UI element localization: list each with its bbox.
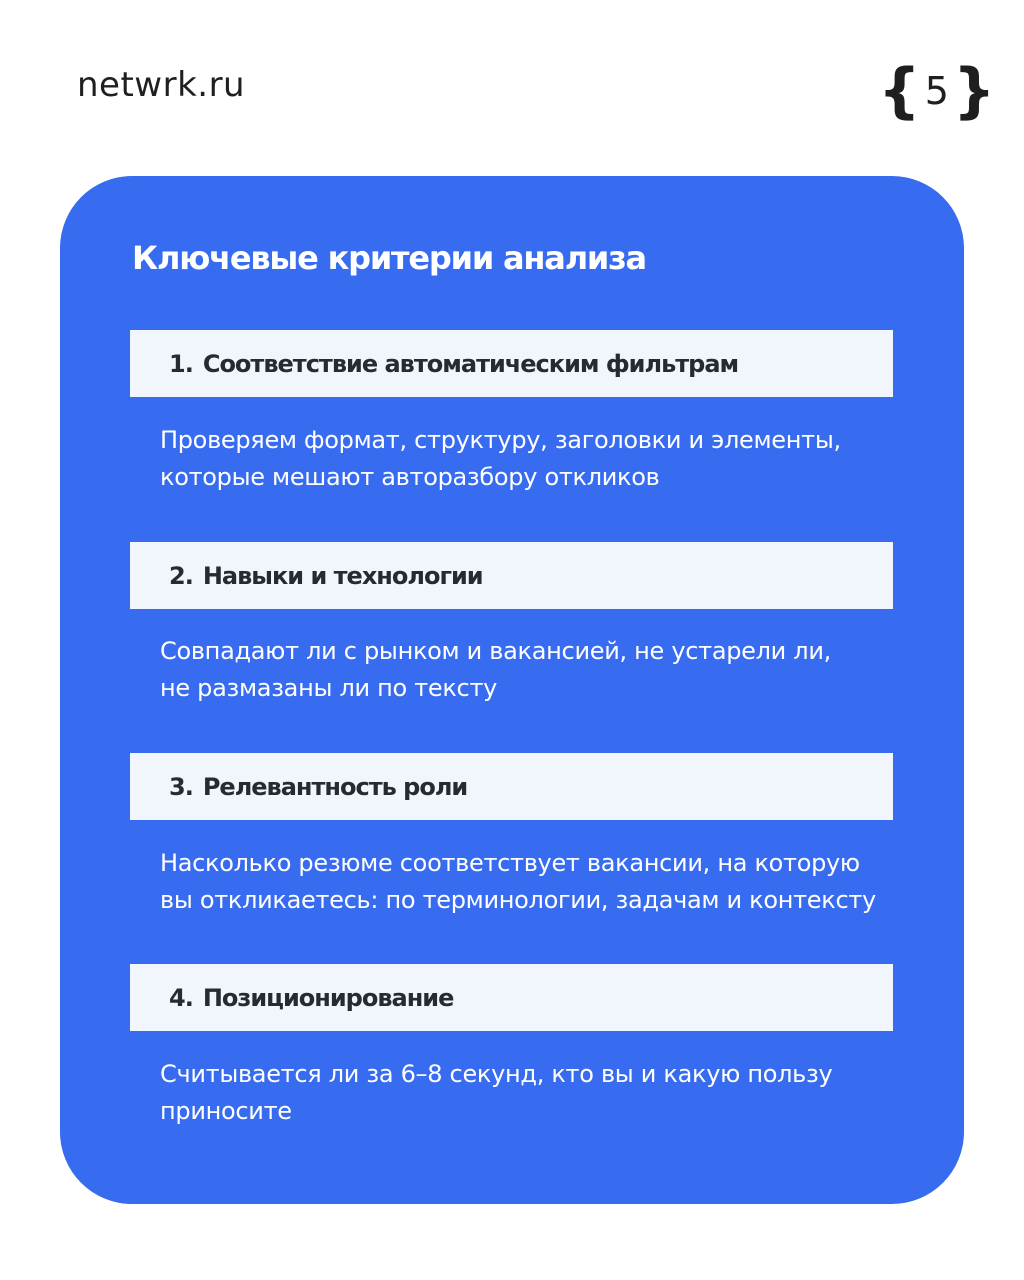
criteria-card [60, 176, 964, 1204]
criterion-header-3 [130, 753, 893, 820]
description-line: вы откликаетесь: по терминологии, задачам и контексту [160, 886, 876, 914]
description-line: Считывается ли за 6–8 секунд, кто вы и какую пользу [160, 1060, 833, 1088]
badge-open-brace: { [878, 56, 921, 126]
description-line: которые мешают авторазбору откликов [160, 463, 660, 491]
page-number-badge [878, 58, 996, 124]
criterion-description-4 [160, 1056, 920, 1130]
badge-close-brace: } [952, 56, 996, 126]
badge-number: 5 [924, 69, 949, 113]
criterion-title: Навыки и технологии [202, 561, 483, 590]
criterion-description-3 [160, 845, 920, 919]
criterion-header-2 [130, 542, 893, 609]
description-line: Насколько резюме соответствует вакансии, на которую [160, 849, 860, 877]
criterion-header-4 [130, 964, 893, 1031]
criterion-header-1 [130, 330, 893, 397]
criterion-title: Релевантность роли [202, 772, 468, 801]
criterion-number: 2. [169, 561, 193, 590]
card-title: Ключевые критерии анализа [132, 239, 646, 277]
description-line: не размазаны ли по тексту [160, 674, 498, 702]
criterion-title: Позиционирование [202, 983, 454, 1012]
brand-name: netwrk.ru [77, 65, 246, 105]
criterion-description-1 [160, 422, 920, 496]
criterion-number: 4. [169, 983, 193, 1012]
description-line: Проверяем формат, структуру, заголовки и элементы, [160, 426, 841, 454]
description-line: Совпадают ли с рынком и вакансией, не устарели ли, [160, 637, 831, 665]
description-line: приносите [160, 1097, 292, 1125]
criterion-number: 1. [169, 349, 193, 378]
criterion-number: 3. [169, 772, 193, 801]
criterion-title: Соответствие автоматическим фильтрам [202, 349, 739, 378]
criterion-description-2 [160, 633, 920, 707]
